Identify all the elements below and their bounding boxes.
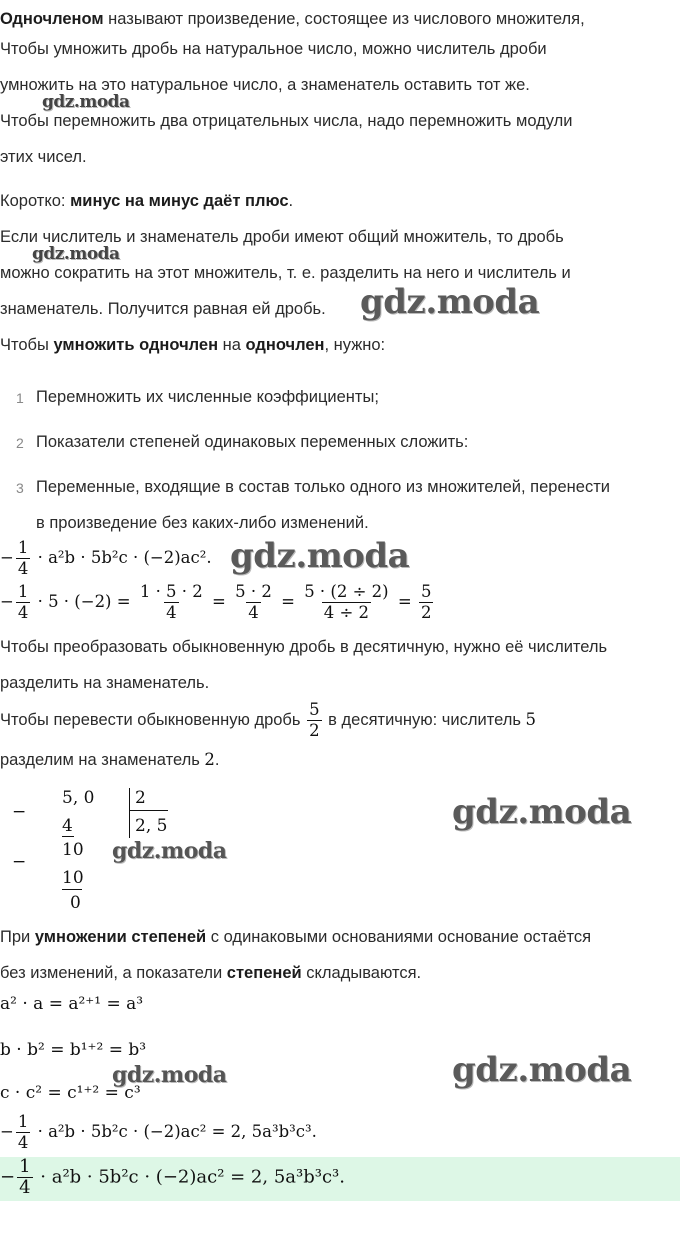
fraction-one-quarter — [16, 1112, 31, 1153]
p9-line2b: складываются. — [301, 964, 422, 982]
denominator: 4 — [17, 559, 29, 578]
p8-dot: . — [214, 751, 220, 769]
fraction-five-halves — [307, 700, 322, 741]
term-monomial: Одночленом — [0, 10, 104, 28]
paragraph-power-multiply-line1 — [0, 926, 591, 948]
watermark-logo: gdz.moda — [452, 792, 632, 832]
numerator: 5 · (2 ÷ 2) — [304, 582, 389, 601]
paragraph-monomial-definition — [0, 8, 585, 30]
denominator: 4 — [248, 603, 259, 622]
list-item-continuation: в произведение без каких-либо изменений. — [36, 514, 369, 532]
denominator: 2 — [420, 603, 432, 622]
division-divisor-line — [130, 810, 168, 811]
watermark-logo: gdz.moda — [42, 92, 130, 112]
expression-rest: · a²b · 5b²c · (−2)ac² = 2, 5a³b³c³. — [40, 1166, 345, 1188]
list-item-number: 1 — [16, 390, 24, 406]
denominator-value: 2 — [204, 750, 215, 769]
denominator: 4 — [17, 603, 29, 622]
fraction — [233, 582, 274, 623]
denominator: 2 — [309, 721, 320, 741]
division-underline — [62, 889, 82, 890]
equals-sign: = — [281, 592, 295, 611]
paragraph-decimal-line2: разделить на знаменатель. — [0, 674, 210, 692]
paragraph-reduce-line1: Если числитель и знаменатель дроби имеют общий множитель, то дробь — [0, 228, 564, 246]
division-subtrahend: 10 — [62, 868, 84, 888]
math-final-result — [0, 1112, 317, 1153]
division-divisor: 2 — [135, 788, 146, 808]
division-quotient: 2, 5 — [135, 816, 168, 836]
list-item: Перемножить их численные коэффициенты; — [36, 388, 379, 406]
short-rule-prefix: Коротко: — [0, 192, 71, 210]
division-remainder: 10 — [62, 840, 84, 860]
watermark-logo: gdz.moda — [452, 1050, 632, 1090]
division-final-remainder: 0 — [70, 893, 81, 913]
watermark-logo: gdz.moda — [230, 536, 410, 576]
watermark-logo: gdz.moda — [112, 1062, 227, 1088]
numerator: 1 — [17, 538, 29, 557]
minus-sign: − — [0, 1122, 14, 1141]
paragraph-fraction-multiply-line1: Чтобы умножить дробь на натуральное число, можно числитель дроби — [0, 40, 547, 58]
equals-sign: = — [397, 592, 412, 611]
fraction — [419, 582, 434, 623]
p6-bold1: умножить одночлен — [53, 336, 219, 354]
p6-mid: на — [218, 336, 246, 354]
watermark-logo: gdz.moda — [32, 244, 120, 264]
numerator: 5 — [309, 700, 320, 720]
numerator-value: 5 — [525, 710, 537, 729]
definition-text: называют произведение, состоящее из числового множителя, — [103, 10, 585, 28]
division-minus: − — [12, 852, 27, 872]
paragraph-decimal-line1: Чтобы преобразовать обыкновенную дробь в десятичную, нужно её числитель — [0, 638, 608, 656]
paragraph-power-multiply-line2 — [0, 962, 421, 984]
division-subtrahend: 4 — [62, 816, 73, 836]
paragraph-negative-multiply-line2: этих чисел. — [0, 148, 87, 166]
numerator: 1 · 5 · 2 — [139, 582, 203, 601]
fraction — [302, 582, 390, 623]
expression-rest: · a²b · 5b²c · (−2)ac² = 2, 5a³b³c³. — [37, 1122, 317, 1141]
list-item: Показатели степеней одинаковых переменных сложить: — [36, 433, 469, 451]
division-dividend: 5, 0 — [62, 788, 95, 808]
numerator: 1 — [17, 582, 29, 601]
paragraph-monomial-multiply — [0, 334, 385, 356]
paragraph-reduce-line2: можно сократить на этот множитель, т. е. разделить на него и числитель и — [0, 264, 571, 282]
denominator: 4 — [17, 1133, 29, 1152]
fraction-one-quarter — [17, 1157, 32, 1198]
p6-bold2: одночлен — [245, 336, 325, 354]
p8-line2: разделим на знаменатель — [0, 751, 200, 769]
denominator: 4 — [19, 1177, 31, 1198]
paragraph-convert-line2 — [0, 749, 219, 771]
expression-rest: · a²b · 5b²c · (−2)ac². — [37, 548, 212, 567]
division-bracket — [129, 788, 130, 838]
watermark-logo: gdz.moda — [112, 838, 227, 864]
math-answer — [0, 1157, 345, 1198]
p9-line2a: без изменений, а показатели — [0, 964, 227, 982]
paragraph-fraction-multiply-line2: умножить на это натуральное число, а знаменатель оставить тот же. — [0, 76, 530, 94]
denominator: 4 ÷ 2 — [323, 603, 370, 622]
list-item-number: 2 — [16, 435, 24, 451]
paragraph-negative-multiply-line1: Чтобы перемножить два отрицательных числа, надо перемножить модули — [0, 112, 573, 130]
short-rule-suffix: . — [288, 192, 294, 210]
numerator: 5 — [420, 582, 432, 601]
p6-suffix: , нужно: — [324, 336, 386, 354]
division-underline — [62, 836, 74, 837]
p9-bold1: умножении степеней — [34, 928, 207, 946]
minus-sign: − — [0, 592, 14, 611]
math-expression-coefficients — [0, 582, 435, 623]
fraction-one-quarter — [16, 538, 31, 579]
equation-c-powers: c · c² = c¹⁺² = c³ — [0, 1083, 141, 1103]
p8-prefix: Чтобы перевести обыкновенную дробь — [0, 711, 301, 729]
list-item-number: 3 — [16, 480, 24, 496]
denominator: 4 — [166, 603, 177, 622]
math-term: · 5 · (−2) = — [37, 592, 131, 611]
p9-prefix: При — [0, 928, 35, 946]
minus-sign: − — [0, 548, 14, 567]
equation-a-powers: a² · a = a²⁺¹ = a³ — [0, 994, 144, 1014]
equals-sign: = — [212, 592, 226, 611]
p9-mid: с одинаковыми основаниями основание остаётся — [206, 928, 592, 946]
numerator: 5 · 2 — [235, 582, 272, 601]
numerator: 1 — [17, 1112, 29, 1131]
numerator: 1 — [19, 1156, 31, 1177]
equation-b-powers: b · b² = b¹⁺² = b³ — [0, 1040, 147, 1060]
watermark-logo: gdz.moda — [360, 282, 540, 322]
list-item: Переменные, входящие в состав только одного из множителей, перенести — [36, 478, 610, 496]
paragraph-reduce-line3: знаменатель. Получится равная ей дробь. — [0, 300, 326, 318]
short-rule-bold: минус на минус даёт плюс — [70, 192, 289, 210]
fraction — [16, 582, 31, 623]
paragraph-short-rule — [0, 190, 293, 212]
fraction — [138, 582, 205, 623]
division-minus: − — [12, 802, 27, 822]
p8-mid: в десятичную: числитель — [328, 711, 521, 729]
p6-prefix: Чтобы — [0, 336, 54, 354]
p9-bold2: степеней — [226, 964, 302, 982]
paragraph-convert-fraction — [0, 698, 536, 742]
minus-sign: − — [0, 1166, 16, 1188]
math-expression-monomials — [0, 538, 212, 579]
